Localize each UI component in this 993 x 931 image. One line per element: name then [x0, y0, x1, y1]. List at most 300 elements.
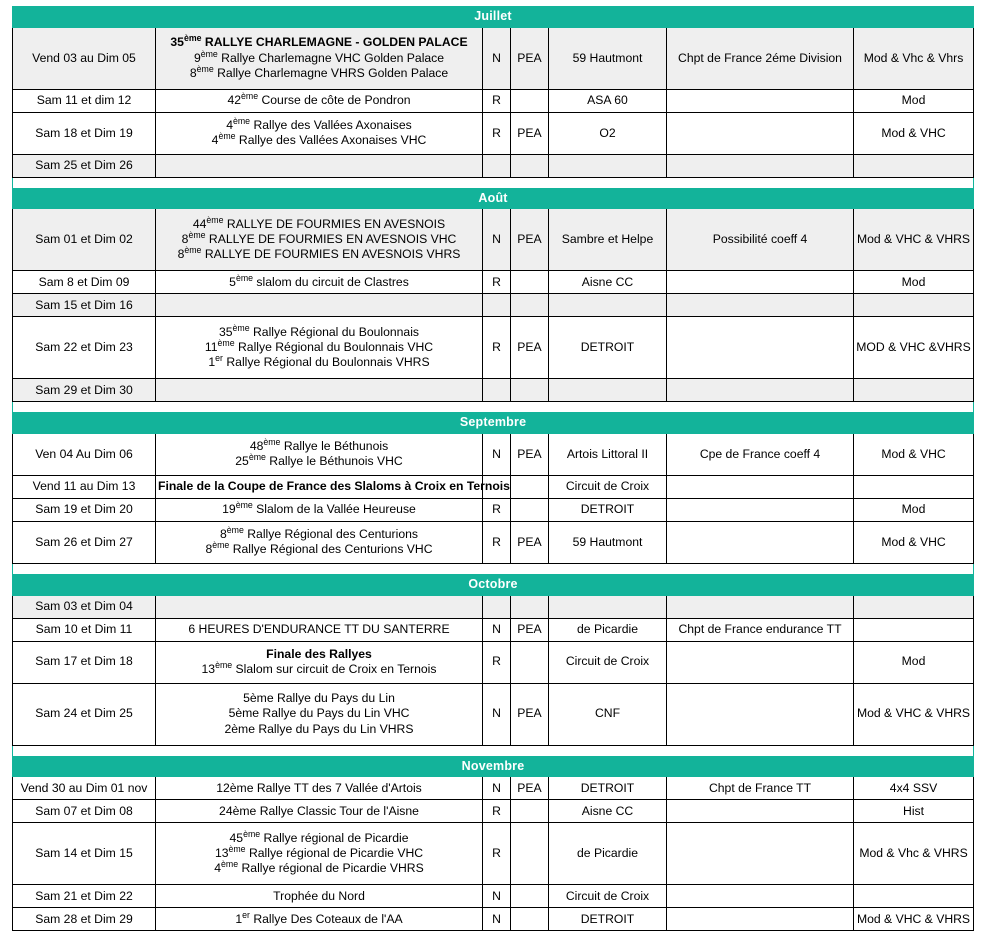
month-header-row — [13, 188, 974, 209]
event-organiser: DETROIT — [549, 908, 667, 931]
table-row — [13, 317, 974, 379]
event-edition-suffix: ème — [235, 272, 254, 283]
event-dates: Sam 29 et Dim 30 — [13, 379, 156, 402]
event-level: R — [483, 823, 511, 885]
event-names — [156, 89, 483, 112]
event-organiser: Aisne CC — [549, 271, 667, 294]
event-organiser: Aisne CC — [549, 800, 667, 823]
event-title: Rallye Charlemagne VHC Golden Palace — [221, 50, 445, 65]
event-dates: Ven 04 Au Dim 06 — [13, 433, 156, 475]
event-organiser: 59 Hautmont — [549, 521, 667, 563]
event-title: Rallye Régional du Boulonnais VHRS — [226, 355, 430, 370]
event-organiser: DETROIT — [549, 317, 667, 379]
event-level: R — [483, 641, 511, 683]
event-organiser: 59 Hautmont — [549, 27, 667, 89]
event-level — [483, 595, 511, 618]
event-edition-suffix: ème — [241, 90, 259, 101]
event-edition-suffix: ème — [188, 230, 206, 241]
event-title: Finale de la Coupe de France des Slaloms à Croix en Ternois — [158, 479, 510, 494]
event-edition-suffix: ème — [217, 338, 235, 349]
event-title: Rallye des Vallées Axonaises VHC — [238, 133, 427, 148]
event-names — [156, 618, 483, 641]
table-row — [13, 908, 974, 931]
event-name-line — [158, 843, 480, 861]
event-names — [156, 27, 483, 89]
event-name-line — [158, 828, 480, 846]
event-edition-suffix: ème — [215, 659, 233, 670]
event-dates: Sam 21 et Dim 22 — [13, 885, 156, 908]
event-edition-suffix: ème — [232, 322, 250, 333]
event-pea: PEA — [511, 777, 549, 800]
event-pea — [511, 89, 549, 112]
spacer-cell — [13, 177, 974, 188]
event-dates: Sam 15 et Dim 16 — [13, 294, 156, 317]
event-pea: PEA — [511, 27, 549, 89]
event-classes: Mod — [854, 498, 974, 521]
event-note — [667, 908, 854, 931]
event-dates: Vend 03 au Dim 05 — [13, 27, 156, 89]
event-organiser — [549, 154, 667, 177]
table-row — [13, 154, 974, 177]
event-edition-suffix: er — [215, 353, 223, 364]
event-edition-number: 19 — [222, 502, 236, 517]
event-name-line — [158, 542, 480, 557]
event-title: Finale des Rallyes — [266, 646, 372, 661]
event-organiser — [549, 294, 667, 317]
event-level: R — [483, 317, 511, 379]
event-organiser: CNF — [549, 683, 667, 745]
table-row — [13, 777, 974, 800]
event-note: Chpt de France endurance TT — [667, 618, 854, 641]
event-dates: Sam 14 et Dim 15 — [13, 823, 156, 885]
event-classes — [854, 379, 974, 402]
event-organiser: de Picardie — [549, 823, 667, 885]
event-title: 24ème Rallye Classic Tour de l'Aisne — [219, 803, 419, 818]
event-title: Rallye régional de Picardie VHRS — [241, 861, 424, 876]
event-title: Rallye le Béthunois — [283, 439, 389, 454]
table-row — [13, 641, 974, 683]
table-row — [13, 521, 974, 563]
event-dates: Sam 26 et Dim 27 — [13, 521, 156, 563]
event-name-line — [158, 133, 480, 148]
event-classes: Mod — [854, 641, 974, 683]
event-pea — [511, 908, 549, 931]
event-edition-number: 45 — [229, 830, 244, 845]
event-level: R — [483, 521, 511, 563]
event-name-line — [158, 622, 480, 637]
event-edition-number: 5 — [229, 274, 236, 289]
event-name-line — [158, 502, 480, 517]
month-header-label: Octobre — [13, 574, 974, 595]
event-edition-suffix: ème — [212, 540, 230, 551]
event-dates: Sam 19 et Dim 20 — [13, 498, 156, 521]
event-note — [667, 154, 854, 177]
event-level: N — [483, 683, 511, 745]
event-edition-suffix: ème — [228, 843, 246, 854]
event-note — [667, 800, 854, 823]
event-names — [156, 777, 483, 800]
table-row — [13, 823, 974, 885]
event-classes — [854, 885, 974, 908]
event-edition-number: 9 — [193, 50, 201, 65]
event-dates: Sam 28 et Dim 29 — [13, 908, 156, 931]
event-names — [156, 209, 483, 271]
event-note — [667, 823, 854, 885]
spacer-cell — [13, 563, 974, 574]
event-pea: PEA — [511, 521, 549, 563]
table-row — [13, 89, 974, 112]
event-edition-number: 1 — [235, 911, 243, 926]
event-edition-number: 8 — [189, 65, 197, 80]
event-names — [156, 908, 483, 931]
event-organiser: DETROIT — [549, 498, 667, 521]
event-title: 5ème Rallye du Pays du Lin VHC — [228, 706, 410, 721]
event-note — [667, 89, 854, 112]
table-row — [13, 618, 974, 641]
event-note — [667, 317, 854, 379]
event-title: RALLYE DE FOURMIES EN AVESNOIS VHC — [208, 232, 457, 247]
event-names — [156, 317, 483, 379]
event-edition-suffix: er — [242, 909, 250, 920]
event-edition-number: 44 — [192, 216, 207, 231]
calendar-sheet — [0, 6, 993, 926]
event-names — [156, 800, 483, 823]
event-title: Rallye des Vallées Axonaises — [253, 117, 412, 132]
event-dates: Sam 11 et dim 12 — [13, 89, 156, 112]
event-name-line — [158, 647, 480, 662]
event-pea — [511, 885, 549, 908]
event-dates: Vend 11 au Dim 13 — [13, 475, 156, 498]
event-organiser: O2 — [549, 112, 667, 154]
event-title: Slalom de la Vallée Heureuse — [256, 502, 416, 517]
table-row — [13, 27, 974, 89]
event-edition-suffix: ème — [248, 452, 266, 463]
event-classes: Mod & Vhc & VHRS — [854, 823, 974, 885]
event-classes: Mod & VHC — [854, 433, 974, 475]
event-note: Chpt de France 2éme Division — [667, 27, 854, 89]
event-name-line — [158, 804, 480, 819]
event-organiser: ASA 60 — [549, 89, 667, 112]
event-name-line — [158, 90, 480, 108]
month-header-row — [13, 756, 974, 777]
event-dates: Sam 10 et Dim 11 — [13, 618, 156, 641]
event-names — [156, 498, 483, 521]
event-name-line — [158, 909, 480, 927]
event-edition-number: 13 — [214, 846, 229, 860]
spacer-cell — [13, 402, 974, 413]
event-note — [667, 271, 854, 294]
event-edition-number: 25 — [235, 454, 249, 469]
event-name-line — [158, 115, 480, 133]
event-pea — [511, 271, 549, 294]
event-edition-number: 42 — [227, 93, 242, 107]
event-edition-suffix: ème — [233, 115, 251, 126]
event-title: Course de côte de Pondron — [261, 93, 411, 107]
event-note — [667, 595, 854, 618]
event-name-line — [158, 889, 480, 904]
event-names — [156, 885, 483, 908]
event-title: Rallye Des Coteaux de l'AA — [253, 911, 403, 926]
event-names — [156, 521, 483, 563]
event-title: RALLYE DE FOURMIES EN AVESNOIS VHRS — [204, 247, 461, 262]
event-edition-number: 4 — [214, 861, 222, 876]
event-classes: Mod & VHC — [854, 112, 974, 154]
event-organiser — [549, 379, 667, 402]
event-note — [667, 294, 854, 317]
event-classes — [854, 475, 974, 498]
event-title: Rallye le Béthunois VHC — [269, 454, 403, 469]
event-dates: Sam 24 et Dim 25 — [13, 683, 156, 745]
event-dates: Sam 22 et Dim 23 — [13, 317, 156, 379]
month-spacer — [13, 563, 974, 574]
event-pea: PEA — [511, 112, 549, 154]
event-name-line — [158, 214, 480, 232]
event-note — [667, 683, 854, 745]
event-name-line — [158, 659, 480, 677]
event-name-line — [158, 63, 480, 81]
event-level: R — [483, 112, 511, 154]
event-title: Rallye Charlemagne VHRS Golden Palace — [217, 65, 449, 80]
event-edition-number: 48 — [249, 439, 264, 454]
event-level: N — [483, 209, 511, 271]
event-edition-number: 4 — [211, 133, 219, 148]
event-classes: Mod & VHC & VHRS — [854, 209, 974, 271]
event-note: Cpe de France coeff 4 — [667, 433, 854, 475]
event-edition-number: 8 — [177, 247, 185, 262]
event-classes: 4x4 SSV — [854, 777, 974, 800]
event-classes: MOD & VHC &VHRS — [854, 317, 974, 379]
event-dates: Sam 25 et Dim 26 — [13, 154, 156, 177]
event-pea — [511, 379, 549, 402]
table-row — [13, 209, 974, 271]
table-row — [13, 475, 974, 498]
event-title: Slalom sur circuit de Croix en Ternois — [235, 662, 437, 676]
event-names — [156, 595, 483, 618]
event-organiser — [549, 595, 667, 618]
event-edition-suffix: ème — [226, 525, 244, 536]
table-row — [13, 112, 974, 154]
table-row — [13, 800, 974, 823]
event-title: Rallye Régional des Centurions VHC — [232, 542, 433, 557]
event-title: Rallye régional de Picardie — [263, 830, 409, 845]
event-title: Rallye Régional des Centurions — [247, 527, 418, 542]
event-dates: Sam 01 et Dim 02 — [13, 209, 156, 271]
event-dates: Sam 03 et Dim 04 — [13, 595, 156, 618]
month-header-row — [13, 413, 974, 434]
event-dates: Sam 18 et Dim 19 — [13, 112, 156, 154]
event-note — [667, 521, 854, 563]
event-edition-number: 8 — [205, 542, 213, 557]
event-note — [667, 379, 854, 402]
month-header-label: Septembre — [13, 413, 974, 434]
table-row — [13, 885, 974, 908]
table-row — [13, 595, 974, 618]
event-edition-suffix: ème — [206, 214, 224, 225]
event-organiser: Circuit de Croix — [549, 475, 667, 498]
event-organiser: Sambre et Helpe — [549, 209, 667, 271]
month-header-label: Août — [13, 188, 974, 209]
event-pea — [511, 294, 549, 317]
event-name-line — [158, 232, 480, 247]
event-pea: PEA — [511, 683, 549, 745]
event-pea: PEA — [511, 618, 549, 641]
table-row — [13, 271, 974, 294]
event-name-line — [158, 355, 480, 370]
month-spacer — [13, 745, 974, 756]
event-names — [156, 683, 483, 745]
event-classes: Mod — [854, 271, 974, 294]
event-name-line — [158, 439, 480, 454]
event-classes — [854, 618, 974, 641]
event-names — [156, 271, 483, 294]
event-level — [483, 154, 511, 177]
event-level: N — [483, 885, 511, 908]
event-classes — [854, 294, 974, 317]
event-pea: PEA — [511, 317, 549, 379]
event-names — [156, 641, 483, 683]
event-name-line — [158, 272, 480, 290]
table-row — [13, 433, 974, 475]
event-organiser: Circuit de Croix — [549, 641, 667, 683]
event-pea — [511, 823, 549, 885]
month-header-row — [13, 7, 974, 28]
event-dates: Sam 17 et Dim 18 — [13, 641, 156, 683]
event-edition-suffix: ème — [196, 63, 214, 74]
event-edition-number: 13 — [201, 662, 216, 676]
event-name-line — [158, 340, 480, 355]
event-names — [156, 823, 483, 885]
event-names — [156, 475, 510, 498]
event-edition-number: 8 — [181, 232, 189, 247]
event-edition-number: 8 — [220, 527, 227, 542]
event-title: Rallye régional de Picardie VHC — [248, 846, 424, 860]
event-pea — [511, 475, 549, 498]
event-classes: Mod & Vhc & Vhrs — [854, 27, 974, 89]
event-classes: Mod — [854, 89, 974, 112]
event-level: R — [483, 89, 511, 112]
event-edition-suffix: ème — [235, 500, 253, 511]
month-spacer — [13, 402, 974, 413]
event-edition-suffix: ème — [200, 48, 218, 59]
event-dates: Sam 8 et Dim 09 — [13, 271, 156, 294]
event-level: N — [483, 433, 511, 475]
event-note: Possibilité coeff 4 — [667, 209, 854, 271]
event-name-line — [158, 322, 480, 340]
event-note: Chpt de France TT — [667, 777, 854, 800]
event-edition-suffix: ème — [184, 245, 202, 256]
event-organiser: DETROIT — [549, 777, 667, 800]
event-level — [483, 379, 511, 402]
event-edition-suffix: ème — [263, 437, 281, 448]
event-edition-number: 11 — [204, 340, 218, 355]
event-organiser: Circuit de Croix — [549, 885, 667, 908]
event-edition-number: 1 — [208, 355, 216, 370]
event-dates: Vend 30 au Dim 01 nov — [13, 777, 156, 800]
event-dates: Sam 07 et Dim 08 — [13, 800, 156, 823]
event-names — [156, 433, 483, 475]
event-classes: Mod & VHC — [854, 521, 974, 563]
event-names — [156, 294, 483, 317]
table-row — [13, 683, 974, 745]
event-level: R — [483, 271, 511, 294]
event-classes: Mod & VHC & VHRS — [854, 908, 974, 931]
event-pea — [511, 498, 549, 521]
event-note — [667, 498, 854, 521]
event-level: N — [483, 777, 511, 800]
event-name-line — [158, 706, 480, 721]
event-name-line — [158, 691, 480, 706]
event-title: 6 HEURES D'ENDURANCE TT DU SANTERRE — [188, 621, 450, 636]
event-note — [667, 112, 854, 154]
event-pea — [511, 154, 549, 177]
motorsport-calendar-table — [12, 6, 974, 931]
event-title: slalom du circuit de Clastres — [256, 274, 409, 289]
event-title: 12ème Rallye TT des 7 Vallée d'Artois — [216, 780, 422, 795]
event-level: R — [483, 800, 511, 823]
event-edition-number: 35 — [218, 324, 233, 339]
event-title: 2ème Rallye du Pays du Lin VHRS — [224, 721, 414, 736]
event-title: RALLYE DE FOURMIES EN AVESNOIS — [226, 216, 446, 231]
event-title: RALLYE CHARLEMAGNE - GOLDEN PALACE — [204, 35, 468, 50]
event-name-line — [158, 247, 480, 262]
event-pea — [511, 595, 549, 618]
event-note — [667, 885, 854, 908]
event-title: Rallye Régional du Boulonnais VHC — [237, 340, 434, 355]
event-organiser: Artois Littoral II — [549, 433, 667, 475]
event-edition-suffix: ème — [221, 859, 239, 870]
event-organiser: de Picardie — [549, 618, 667, 641]
spacer-cell — [13, 745, 974, 756]
event-name-line — [158, 527, 480, 542]
event-edition-suffix: ème — [183, 33, 202, 44]
event-note — [667, 475, 854, 498]
event-edition-number: 35 — [170, 35, 184, 50]
event-pea — [511, 641, 549, 683]
event-edition-suffix: ème — [218, 131, 236, 142]
event-name-line — [158, 781, 480, 796]
event-title: Trophée du Nord — [273, 888, 365, 903]
event-pea — [511, 800, 549, 823]
event-names — [156, 154, 483, 177]
event-classes: Mod & VHC & VHRS — [854, 683, 974, 745]
month-spacer — [13, 177, 974, 188]
month-header-row — [13, 574, 974, 595]
table-row — [13, 294, 974, 317]
event-title: 5ème Rallye du Pays du Lin — [243, 691, 395, 706]
event-level: N — [483, 618, 511, 641]
event-pea: PEA — [511, 433, 549, 475]
event-classes — [854, 154, 974, 177]
event-names — [156, 112, 483, 154]
event-level: N — [483, 908, 511, 931]
event-pea: PEA — [511, 209, 549, 271]
event-name-line — [158, 861, 480, 876]
event-classes: Hist — [854, 800, 974, 823]
month-header-label: Novembre — [13, 756, 974, 777]
event-edition-number: 4 — [226, 117, 233, 132]
event-level: R — [483, 498, 511, 521]
event-name-line — [158, 479, 510, 494]
event-name-line — [158, 722, 480, 737]
event-level — [483, 294, 511, 317]
event-names — [156, 379, 483, 402]
event-level: N — [483, 27, 511, 89]
table-row — [13, 498, 974, 521]
table-row — [13, 379, 974, 402]
event-edition-suffix: ème — [243, 828, 261, 839]
event-note — [667, 641, 854, 683]
month-header-label: Juillet — [13, 7, 974, 28]
